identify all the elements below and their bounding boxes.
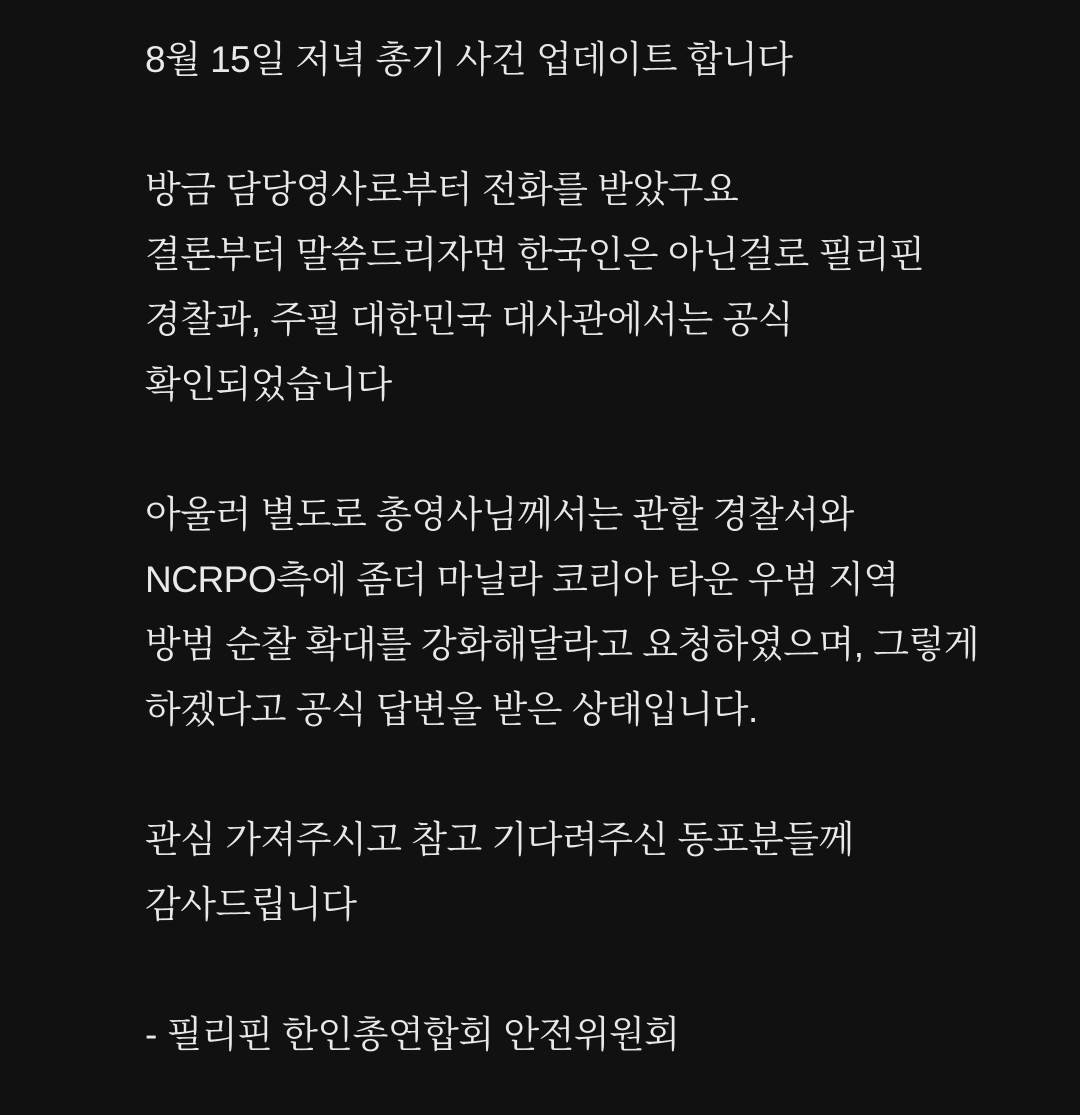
blank-line — [145, 417, 1020, 482]
blank-line — [145, 92, 1020, 157]
notice-line: 결론부터 말씀드리자면 한국인은 아닌걸로 필리핀 — [145, 234, 925, 275]
notice-signature: - 필리핀 한인총연합회 안전위원회 — [145, 1014, 680, 1055]
notice-line: 방범 순찰 확대를 강화해달라고 요청하였으며, 그렇게 — [145, 624, 980, 665]
notice-line: 방금 담당영사로부터 전화를 받았구요 — [145, 169, 739, 210]
notice-line: 경찰과, 주필 대한민국 대사관에서는 공식 — [145, 299, 794, 340]
notice-title: 8월 15일 저녁 총기 사건 업데이트 합니다 — [145, 39, 793, 80]
notice-line: 확인되었습니다 — [145, 364, 392, 405]
blank-line — [145, 937, 1020, 1002]
notice-line: 감사드립니다 — [145, 884, 357, 925]
notice-line: 아울러 별도로 총영사님께서는 관할 경찰서와 — [145, 494, 854, 535]
blank-line — [145, 742, 1020, 807]
notice-line: NCRPO측에 좀더 마닐라 코리아 타운 우범 지역 — [145, 559, 899, 600]
notice-line: 관심 가져주시고 참고 기다려주신 동포분들께 — [145, 819, 854, 860]
notice-line: 하겠다고 공식 답변을 받은 상태입니다. — [145, 689, 758, 730]
